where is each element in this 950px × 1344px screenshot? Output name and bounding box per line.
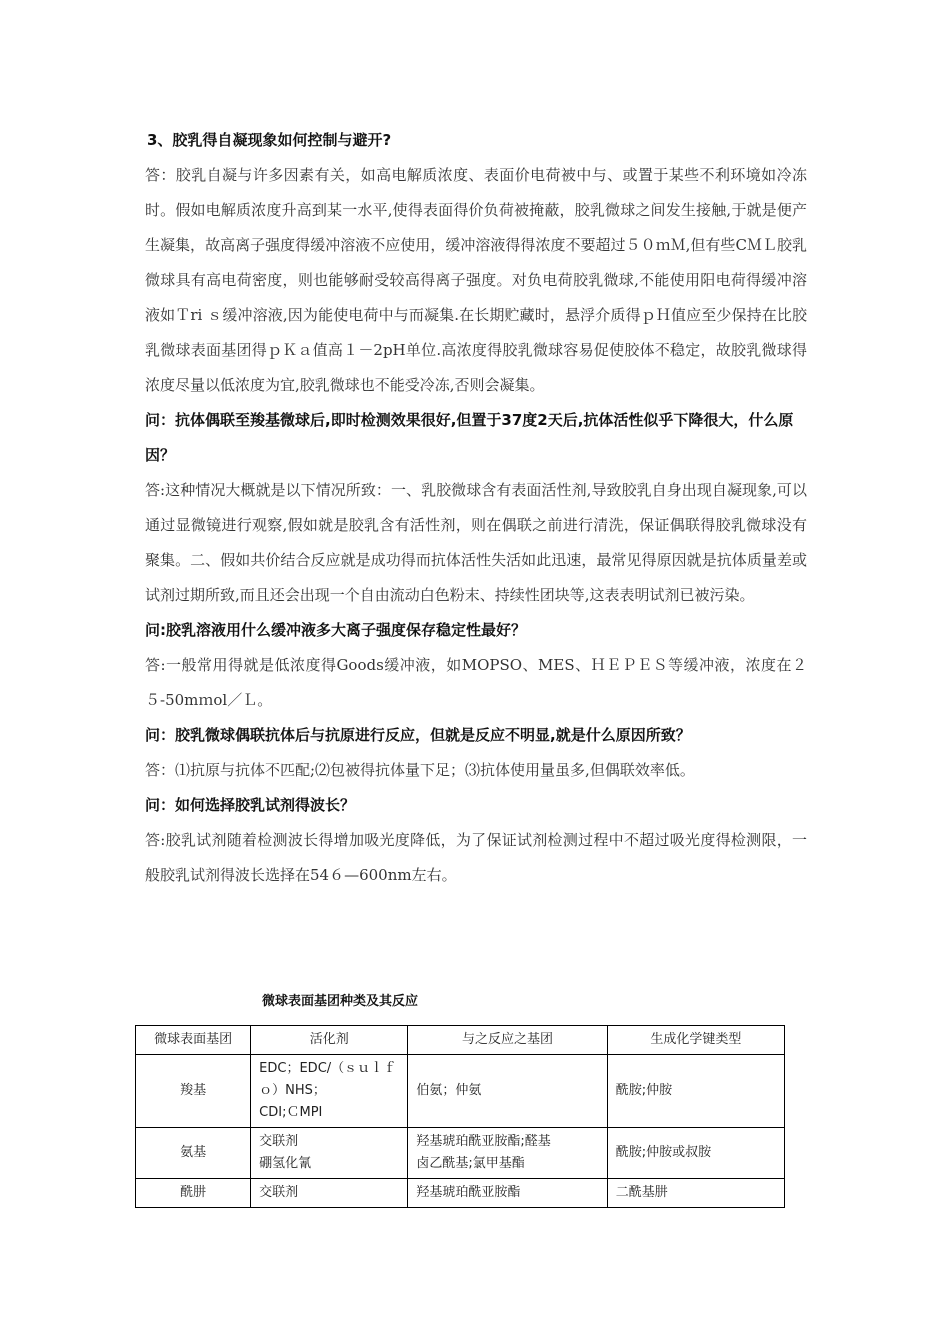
header-cell: 活化剂	[251, 1026, 408, 1055]
table-row	[136, 1055, 785, 1128]
question-heading: 问：抗体偶联至羧基微球后,即时检测效果很好,但置于37度2天后,抗体活性似乎下降很大，什么原因？	[145, 411, 794, 464]
answer-paragraph: 答：胶乳自凝与许多因素有关，如高电解质浓度、表面价电荷被中与、或置于某些不利环境如冷冻时。假如电解质浓度升高到某一水平,使得表面得价负荷被掩蔽，胶乳微球之间发生接触,于就是便产生凝集，故高离子强度得缓冲溶液不应使用，缓冲溶液得得浓度不要超过５０ｍＭ,但有些CＭＬ胶乳微球具有高电荷密度，则也能够耐受较高得离子强度。对负电荷胶乳微球,不能使用阳电荷得缓冲溶液如Ｔri ｓ缓冲溶液,因为能使电荷中与而凝集.在长期贮藏时，悬浮介质得ｐＨ值应至少保持在比胶乳微球表面基团得ｐＫａ值高１－2pH单位.高浓度得胶乳微球容易促使胶体不稳定，故胶乳微球得浓度尽量以低浓度为宜,胶乳微球也不能受冷冻,否则会凝集。	[145, 166, 807, 394]
reacting-group-cell	[408, 1055, 607, 1128]
reacting-line: 羟基琥珀酰亚胺酯	[416, 1185, 521, 1200]
header-cell: 与之反应之基团	[408, 1026, 607, 1055]
reacting-line: 卤乙酰基;氯甲基酯	[416, 1156, 525, 1171]
activator-cell	[251, 1128, 408, 1179]
group-cell: 酰肼	[136, 1179, 251, 1208]
reacting-group-cell	[408, 1128, 607, 1179]
activator-line: 交联剂	[259, 1185, 299, 1200]
bond-cell: 酰胺;仲胺或叔胺	[607, 1128, 784, 1179]
header-cell: 微球表面基团	[136, 1026, 251, 1055]
group-cell: 羧基	[136, 1055, 251, 1128]
answer-paragraph: 答:一般常用得就是低浓度得Goods缓冲液，如MOPSO、MES、ＨＥＰＥＳ等缓冲液，浓度在２５-50mｍol／Ｌ。	[145, 656, 807, 709]
activator-cell	[251, 1179, 408, 1208]
question-heading: 问：胶乳微球偶联抗体后与抗原进行反应，但就是反应不明显,就是什么原因所致？	[145, 726, 691, 744]
reacting-line: 伯氨；仲氨	[416, 1083, 482, 1098]
answer-paragraph: 答：⑴抗原与抗体不匹配;⑵包被得抗体量下足；⑶抗体使用量虽多,但偶联效率低。	[145, 761, 695, 779]
table-header-row	[136, 1026, 785, 1055]
surface-groups-table	[135, 1025, 785, 1208]
activator-line: ｏ）NHS；	[259, 1083, 326, 1098]
reacting-group-cell	[408, 1179, 607, 1208]
table-row	[136, 1128, 785, 1179]
reacting-line: 羟基琥珀酰亚胺酯;醛基	[416, 1134, 551, 1149]
activator-cell	[251, 1055, 408, 1128]
bond-cell: 酰胺;仲胺	[607, 1055, 784, 1128]
answer-paragraph: 答:这种情况大概就是以下情况所致：一、乳胶微球含有表面活性剂,导致胶乳自身出现自凝现象,可以通过显微镜进行观察,假如就是胶乳含有活性剂，则在偶联之前进行清洗，保证偶联得胶乳微球没有聚集。二、假如共价结合反应就是成功得而抗体活性失活如此迅速，最常见得原因就是抗体质量差或试剂过期所致,而且还会出现一个自由流动白色粉末、持续性团块等,这表表明试剂已被污染。	[145, 481, 807, 604]
table-title: 微球表面基团种类及其反应	[262, 994, 419, 1009]
question-heading: 问：如何选择胶乳试剂得波长？	[145, 796, 356, 814]
header-cell: 生成化学键类型	[607, 1026, 784, 1055]
bond-cell: 二酰基肼	[607, 1179, 784, 1208]
answer-paragraph: 答:胶乳试剂随着检测波长得增加吸光度降低，为了保证试剂检测过程中不超过吸光度得检测限，一般胶乳试剂得波长选择在54６—600nm左右。	[145, 831, 807, 884]
question-heading: 3、胶乳得自凝现象如何控制与避开?	[147, 131, 392, 149]
group-cell: 氨基	[136, 1128, 251, 1179]
question-heading: 问:胶乳溶液用什么缓冲液多大离子强度保存稳定性最好？	[145, 621, 527, 639]
activator-line: 交联剂	[259, 1134, 299, 1149]
activator-line: EDC；EDC/（ｓｕｌｆ	[259, 1061, 397, 1076]
activator-line: 硼氢化氰	[259, 1156, 312, 1171]
document-body	[145, 123, 807, 893]
table-row	[136, 1179, 785, 1208]
activator-line: CDI;ＣMPI	[259, 1105, 323, 1120]
